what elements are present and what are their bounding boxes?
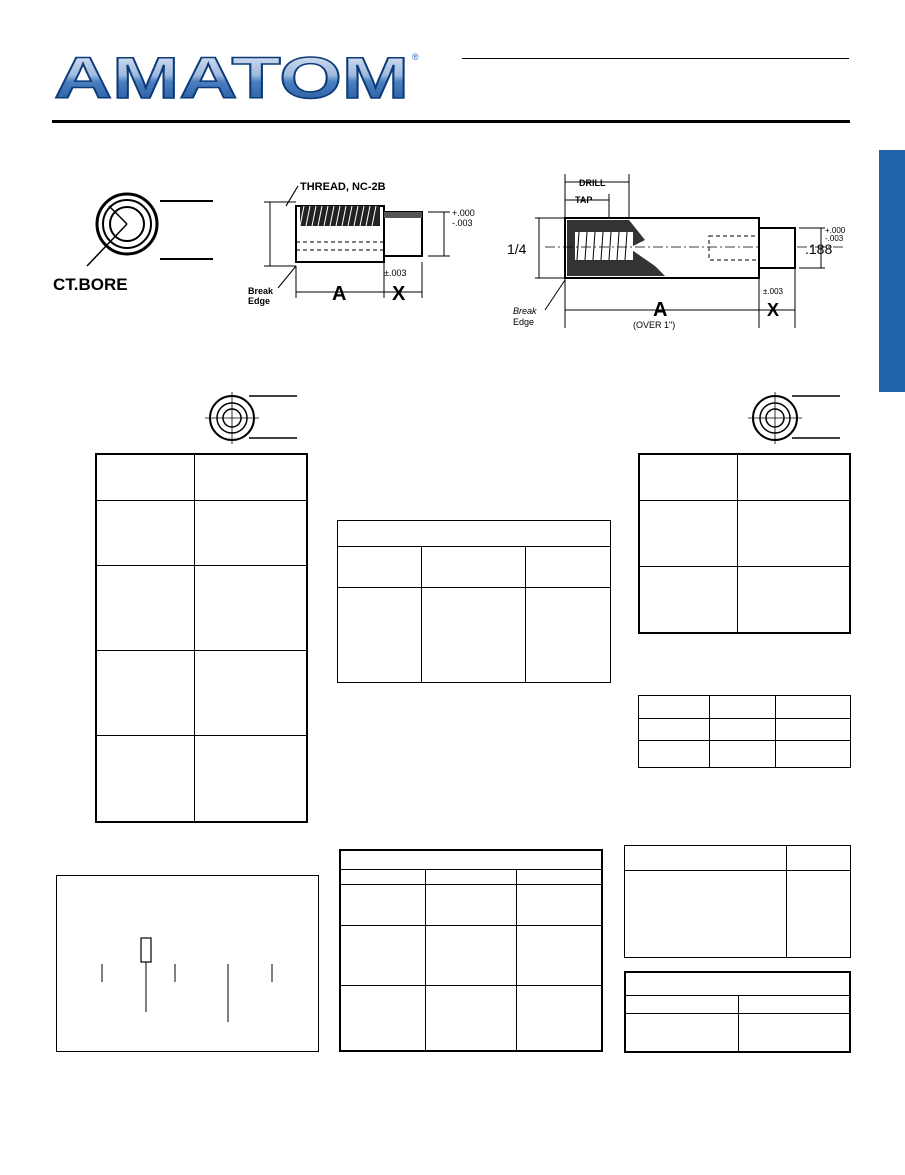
- diameter-right: .188: [805, 241, 833, 257]
- amatom-logo: [52, 52, 422, 104]
- header-thin-rule: [462, 58, 849, 59]
- side-tab: [879, 150, 905, 392]
- tap-label: TAP: [575, 195, 593, 205]
- table-divider: [640, 566, 849, 567]
- right-spec-table: [638, 453, 851, 634]
- table-divider: [709, 696, 710, 767]
- long-spacer-figure: [505, 170, 850, 335]
- table-divider: [341, 884, 601, 885]
- right-tol-plus: +.000: [825, 226, 846, 235]
- end-view-icon-right: [748, 392, 843, 444]
- table-divider: [425, 869, 426, 1052]
- table-divider: [338, 587, 610, 588]
- dim-a: A: [332, 283, 347, 305]
- table-divider: [194, 455, 195, 821]
- counterbore-label: CT.BORE: [53, 275, 128, 294]
- drill-label: DRILL: [579, 178, 606, 188]
- right-break-line1: Break: [513, 306, 537, 316]
- bottom-middle-table: [339, 849, 603, 1052]
- table-divider: [525, 546, 526, 683]
- table-divider: [738, 995, 739, 1053]
- table-divider: [786, 846, 787, 957]
- break-edge-line2: Edge: [248, 296, 271, 306]
- table-divider: [341, 925, 601, 926]
- right-dim-a-note: (OVER 1"): [633, 320, 676, 330]
- svg-text:AMATOM: AMATOM: [54, 52, 409, 104]
- table-divider: [775, 696, 776, 767]
- table-divider: [97, 650, 306, 651]
- table-divider: [97, 500, 306, 501]
- table-divider: [516, 869, 517, 1052]
- header-thick-rule: [52, 120, 850, 123]
- table-divider: [338, 546, 610, 547]
- table-divider: [639, 740, 850, 741]
- break-edge-line1: Break: [248, 286, 274, 296]
- table-divider: [421, 546, 422, 683]
- right-tol-minus: -.003: [825, 234, 844, 243]
- table-divider: [97, 565, 306, 566]
- registered-mark: ®: [412, 52, 419, 62]
- dim-x: X: [392, 283, 406, 305]
- middle-spec-table: [337, 520, 611, 683]
- table-divider: [737, 455, 738, 632]
- right-break-line2: Edge: [513, 317, 535, 327]
- tol-plus: +.000: [452, 208, 475, 218]
- table-divider: [341, 985, 601, 986]
- table-divider: [97, 735, 306, 736]
- table-divider: [625, 870, 850, 871]
- threaded-spacer-figure: [240, 170, 490, 310]
- bottom-right-lower-table: [624, 971, 851, 1053]
- end-view-figure: [45, 180, 225, 300]
- table-divider: [640, 500, 849, 501]
- table-divider: [639, 718, 850, 719]
- right-tol-x: ±.003: [763, 287, 783, 296]
- diameter-left: 1/4: [507, 241, 527, 257]
- right-dim-x: X: [767, 300, 780, 320]
- right-small-table: [638, 695, 851, 768]
- table-divider: [341, 869, 601, 870]
- part-number-diagram: [57, 876, 318, 1051]
- thread-label: THREAD, NC-2B: [300, 181, 386, 193]
- end-view-icon-left: [205, 392, 300, 444]
- tol-minus: -.003: [452, 218, 473, 228]
- bottom-right-table: [624, 845, 851, 958]
- right-dim-a: A: [653, 299, 668, 321]
- part-number-box: [56, 875, 319, 1052]
- left-spec-table: [95, 453, 308, 823]
- tol-x: ±.003: [384, 268, 407, 278]
- amatom-logo-graphic: [52, 52, 422, 104]
